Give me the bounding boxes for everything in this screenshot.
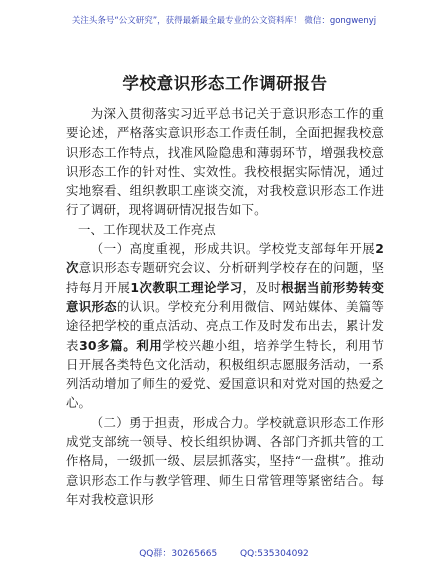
p1-text-a: （一）高度重视，形成共识。学校党支部每年开展: [90, 241, 376, 257]
p1-bold-c: 根据当前形势转变意识形态: [66, 279, 384, 314]
footer-qq-group: QQ群：30265665: [139, 549, 218, 559]
section-heading: 一、工作现状及工作亮点: [78, 221, 216, 237]
p1-bold-d: 30多篇。利用: [79, 337, 163, 353]
p1-text-e: 学校兴趣小组，培养学生特长，利用节日开展各类特色文化活动，积极组织志愿服务活动，一系列活动增加了师生的爱党、爱国意识和对党对国的热爱之心。: [66, 337, 384, 411]
p1-bold-a: 2次: [66, 241, 384, 276]
document-title: 学校意识形态工作调研报告: [122, 74, 328, 93]
header-banner: 关注头条号“公文研究”，获得最新最全最专业的公文资料库！ 微信：gongwenyj: [71, 16, 377, 26]
document-page: [66, 70, 384, 509]
p1-text-c: ，及时: [242, 279, 282, 295]
paragraph-2: （二）勇于担责，形成合力。学校就意识形态工作形成党支部统一领导、校长组织协调、各部门齐抓共管的工作格局，一级抓一级、层层抓落实，坚持“一盘棋”。推动意识形态工作与教学管理、师生日常管理等紧密结合。每年对我校意识形: [66, 414, 384, 507]
p1-text-d: 的认识。学校充分利用微信、网站媒体、美篇等途径把学校的重点活动、亮点工作及时发布出去，累计发表: [66, 298, 384, 353]
footer: [0, 546, 448, 559]
intro-paragraph: 为深入贯彻落实习近平总书记关于意识形态工作的重要论述，严格落实意识形态工作责任制，全面把握我校意识形态工作特点，找准风险隐患和薄弱环节，增强我校意识形态工作的针对性、实效性。我校根据实际情况，通过实地察看、组织教职工座谈交流，对我校意识形态工作进行了调研，现将调研情况报告如下。: [66, 106, 384, 218]
p1-bold-b: 1次教职工理论学习: [130, 279, 243, 295]
footer-qq: QQ:535304092: [240, 549, 309, 559]
p1-text-b: 意识形态专题研究会议、分析研判学校存在的问题，坚持每月开展: [66, 260, 384, 295]
paragraph-1: [66, 239, 384, 413]
